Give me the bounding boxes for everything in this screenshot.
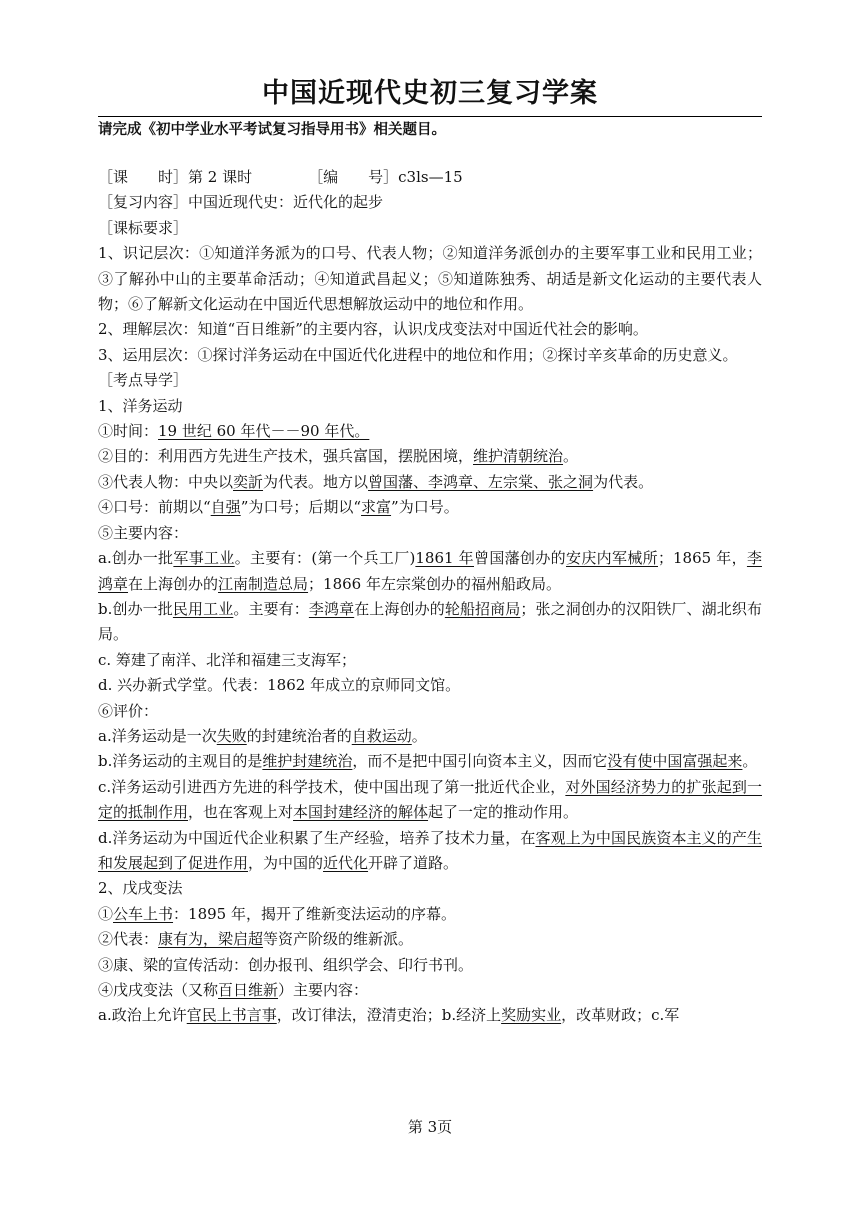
wuxu-point-2: ②代表：康有为，梁启超等资产阶级的维新派。 [98,930,414,949]
yangwu-item-d: d. 兴办新式学堂。代表：1862 年成立的京师同文馆。 [98,676,461,695]
page-number: 第 3页 [407,1118,453,1136]
yangwu-eval-d: d.洋务运动为中国近代企业积累了生产经验，培养了技术力量，在客观上为中国民族资本主义的产生和发展起到了促进作用，为中国的近代化开辟了道路。 [98,828,762,872]
standard-2: 2、理解层次：知道“百日维新”的主要内容，认识戊戌变法对中国近代社会的影响。 [98,320,648,339]
yangwu-item-a: a.创办一批军事工业。主要有：(第一个兵工厂)1861 年曾国藩创办的安庆内军械所；1865 年，李鸿章在上海创办的江南制造总局；1866 年左宗棠创办的福州船政局。 [98,549,762,593]
yangwu-item-c: c. 筹建了南洋、北洋和福建三支海军； [98,650,356,669]
yangwu-time: ①时间：19 世纪 60 年代－－90 年代。 [98,422,370,441]
standard-1: 1、识记层次：①知道洋务派为的口号、代表人物；②知道洋务派创办的主要军事工业和民用工业；③了解孙中山的主要革命活动；④知道武昌起义；⑤知道陈独秀、胡适是新文化运动的主要代表人物；⑥了解新文化运动在中国近代思想解放运动中的地位和作用。 [98,244,762,314]
yangwu-slogan: ④口号：前期以“自强”为口号；后期以“求富”为口号。 [98,498,459,517]
meta-content-line: ［复习内容］中国近现代史：近代化的起步 [98,193,384,212]
wuxu-point-3: ③康、梁的宣传活动：创办报刊、组织学会、印行书刊。 [98,955,474,974]
yangwu-eval-c: c.洋务运动引进西方先进的科学技术，使中国出现了第一批近代企业，对外国经济势力的扩张起到一定的抵制作用，也在客观上对本国封建经济的解体起了一定的推动作用。 [98,777,762,822]
yangwu-item-b: b.创办一批民用工业。主要有：李鸿章在上海创办的轮船招商局；张之洞创办的汉阳铁厂、湖北织布局。 [98,599,762,644]
instruction-text: 请完成《初中学业水平考试复习指导用书》相关题目。 [98,122,446,138]
section-heading-yangwu: 1、洋务运动 [98,396,183,415]
wuxu-point-1: ①公车上书：1895 年，揭开了维新变法运动的序幕。 [98,904,456,923]
yangwu-eval-a: a.洋务运动是一次失败的封建统治者的自救运动。 [98,726,427,745]
wuxu-point-4: ④戊戌变法（又称百日维新）主要内容： [98,981,369,999]
wuxu-point-5: a.政治上允许官民上书言事，改订律法，澄清吏治；b.经济上奖励实业，改革财政；c.军 [98,1006,680,1025]
document-title: 中国近现代史初三复习学案 [262,78,598,109]
standard-3: 3、运用层次：①探讨洋务运动在中国近代化进程中的地位和作用；②探讨辛亥革命的历史意义。 [98,345,738,364]
yangwu-representatives: ③代表人物：中央以奕訢为代表。地方以曾国藩、李鸿章、左宗棠、张之洞为代表。 [98,472,654,491]
document-page [98,74,762,1029]
title-rule [98,116,762,117]
meta-period-line: ［课 时］第 2 课时 ［编 号］c3ls—15 [98,168,463,186]
yangwu-eval-b: b.洋务运动的主观目的是维护封建统治，而不是把中国引向资本主义，因而它没有使中国富强起来。 [98,752,758,771]
guide-label: ［考点导学］ [98,371,189,390]
section-heading-wuxu: 2、戊戌变法 [98,879,183,898]
yangwu-main-content: ⑤主要内容： [98,523,189,542]
meta-standard-label: ［课标要求］ [98,218,189,237]
document-body [98,165,762,1029]
yangwu-goal: ②目的：利用西方先进生产技术，强兵富国，摆脱困境，维护清朝统治。 [98,447,579,466]
yangwu-evaluation: ⑥评价： [98,701,159,720]
